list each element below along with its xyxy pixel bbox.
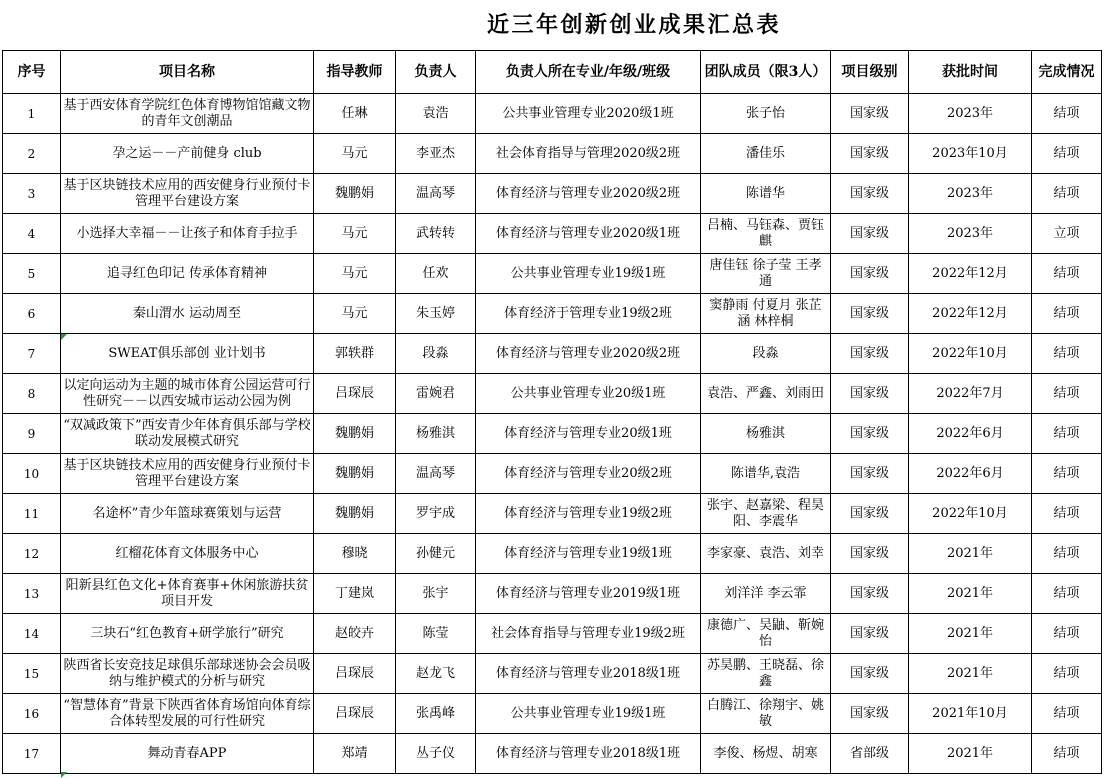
major-class-cell[interactable]: 体育经济与管理专业19级1班 [476,534,701,574]
leader-cell[interactable]: 武转转 [396,214,476,254]
table-row [3,574,1102,614]
project-level-cell[interactable]: 国家级 [831,334,909,374]
serial-number-cell[interactable]: 11 [3,494,61,534]
project-level-cell[interactable]: 国家级 [831,694,909,734]
project-level-cell[interactable]: 国家级 [831,614,909,654]
team-members-cell[interactable]: 陈谱华 [701,174,831,214]
serial-number-cell[interactable]: 6 [3,294,61,334]
project-name-cell[interactable]: 小选择大幸福－－让孩子和体育手拉手 [61,214,314,254]
leader-cell[interactable]: 孙健元 [396,534,476,574]
leader-cell[interactable]: 朱玉婷 [396,294,476,334]
advisor-cell[interactable]: 马元 [314,254,396,294]
advisor-cell[interactable]: 魏鹏娟 [314,494,396,534]
project-level-cell[interactable]: 国家级 [831,534,909,574]
team-members-cell[interactable]: 张子怡 [701,94,831,134]
advisor-cell[interactable]: 郑靖 [314,734,396,774]
project-name-cell[interactable]: 追寻红色印记 传承体育精神 [61,254,314,294]
status-cell[interactable]: 结项 [1032,134,1102,174]
status-cell[interactable]: 结项 [1032,454,1102,494]
error-indicator-icon [61,772,67,778]
leader-cell[interactable]: 李亚杰 [396,134,476,174]
approval-date-cell[interactable]: 2022年6月 [909,414,1032,454]
project-level-cell[interactable]: 省部级 [831,734,909,774]
approval-date-cell[interactable]: 2022年12月 [909,294,1032,334]
error-indicator-icon [61,334,67,340]
team-members-cell[interactable]: 康德广、吴鼬、靳婉怡 [701,614,831,654]
header-status[interactable]: 完成情况 [1032,51,1102,94]
project-level-cell[interactable]: 国家级 [831,654,909,694]
team-members-cell[interactable]: 白腾江、徐翔宇、姚敏 [701,694,831,734]
project-level-cell[interactable]: 国家级 [831,374,909,414]
advisor-cell[interactable]: 吕琛辰 [314,374,396,414]
leader-cell[interactable]: 雷婉君 [396,374,476,414]
table-row [3,214,1102,254]
status-cell[interactable]: 结项 [1032,694,1102,734]
approval-date-cell[interactable]: 2021年 [909,734,1032,774]
status-cell[interactable]: 结项 [1032,254,1102,294]
project-level-cell[interactable]: 国家级 [831,494,909,534]
header-row [3,51,1102,94]
team-members-cell[interactable]: 苏昊鹏、王晓磊、徐鑫 [701,654,831,694]
leader-cell[interactable]: 段淼 [396,334,476,374]
major-class-cell[interactable]: 公共事业管理专业19级1班 [476,694,701,734]
approval-date-cell[interactable]: 2021年10月 [909,694,1032,734]
serial-number-cell[interactable]: 14 [3,614,61,654]
table-row [3,654,1102,694]
serial-number-cell[interactable]: 12 [3,534,61,574]
approval-date-cell[interactable]: 2023年 [909,214,1032,254]
advisor-cell[interactable]: 吕琛辰 [314,654,396,694]
leader-cell[interactable]: 罗宇成 [396,494,476,534]
page-title: 近三年创新创业成果汇总表 [487,12,782,38]
leader-cell[interactable]: 丛子仪 [396,734,476,774]
status-cell[interactable]: 结项 [1032,414,1102,454]
status-cell[interactable]: 立项 [1032,214,1102,254]
project-name-cell[interactable]: 舞动青春APP [61,734,314,774]
serial-number-cell[interactable]: 3 [3,174,61,214]
table-row [3,414,1102,454]
header-approval-date[interactable]: 获批时间 [909,51,1032,94]
advisor-cell[interactable]: 郭轶群 [314,334,396,374]
major-class-cell[interactable]: 体育经济与管理专业2018级1班 [476,734,701,774]
team-members-cell[interactable]: 潘佳乐 [701,134,831,174]
table-row [3,254,1102,294]
approval-date-cell[interactable]: 2023年10月 [909,134,1032,174]
project-name-cell[interactable]: 红榴花体育文体服务中心 [61,534,314,574]
serial-number-cell[interactable]: 17 [3,734,61,774]
leader-cell[interactable]: 张宇 [396,574,476,614]
team-members-cell[interactable]: 刘洋洋 李云霏 [701,574,831,614]
serial-number-cell[interactable]: 15 [3,654,61,694]
project-level-cell[interactable]: 国家级 [831,254,909,294]
project-level-cell[interactable]: 国家级 [831,414,909,454]
project-level-cell[interactable]: 国家级 [831,94,909,134]
table-row [3,734,1102,774]
serial-number-cell[interactable]: 5 [3,254,61,294]
project-level-cell[interactable]: 国家级 [831,454,909,494]
table-row [3,694,1102,734]
major-class-cell[interactable]: 体育经济与管理专业2020级1班 [476,214,701,254]
major-class-cell[interactable]: 体育经济与管理专业2018级1班 [476,654,701,694]
leader-cell[interactable]: 任欢 [396,254,476,294]
header-project-name[interactable]: 项目名称 [61,51,314,94]
advisor-cell[interactable]: 吕琛辰 [314,694,396,734]
status-cell[interactable]: 结项 [1032,494,1102,534]
major-class-cell[interactable]: 体育经济与管理专业20级1班 [476,414,701,454]
project-name-cell[interactable]: 名途杯”青少年篮球赛策划与运营 [61,494,314,534]
leader-cell[interactable]: 张禹峰 [396,694,476,734]
major-class-cell[interactable]: 体育经济与管理专业19级2班 [476,494,701,534]
project-level-cell[interactable]: 国家级 [831,214,909,254]
team-members-cell[interactable]: 段淼 [701,334,831,374]
leader-cell[interactable]: 赵龙飞 [396,654,476,694]
serial-number-cell[interactable]: 10 [3,454,61,494]
advisor-cell[interactable]: 魏鹏娟 [314,174,396,214]
header-serial-number[interactable]: 序号 [3,51,61,94]
table-row [3,94,1102,134]
project-name-cell[interactable]: 基于西安体育学院红色体育博物馆馆藏文物的青年文创潮品 [61,94,314,134]
project-level-cell[interactable]: 国家级 [831,134,909,174]
leader-cell[interactable]: 杨雅淇 [396,414,476,454]
project-name-cell[interactable]: 陕西省长安竞技足球俱乐部球迷协会会员吸纳与维护模式的分析与研究 [61,654,314,694]
team-members-cell[interactable]: 张宇、赵嘉梁、程昊阳、李震华 [701,494,831,534]
approval-date-cell[interactable]: 2021年 [909,574,1032,614]
status-cell[interactable]: 结项 [1032,534,1102,574]
advisor-cell[interactable]: 马元 [314,294,396,334]
status-cell[interactable]: 结项 [1032,734,1102,774]
serial-number-cell[interactable]: 8 [3,374,61,414]
serial-number-cell[interactable]: 1 [3,94,61,134]
project-name-cell[interactable]: 基于区块链技术应用的西安健身行业预付卡管理平台建设方案 [61,174,314,214]
project-level-cell[interactable]: 国家级 [831,574,909,614]
approval-date-cell[interactable]: 2021年 [909,534,1032,574]
leader-cell[interactable]: 袁浩 [396,94,476,134]
serial-number-cell[interactable]: 7 [3,334,61,374]
status-cell[interactable]: 结项 [1032,174,1102,214]
table-row [3,534,1102,574]
project-level-cell[interactable]: 国家级 [831,294,909,334]
table-row [3,614,1102,654]
approval-date-cell[interactable]: 2022年10月 [909,334,1032,374]
leader-cell[interactable]: 陈莹 [396,614,476,654]
header-project-level[interactable]: 项目级别 [831,51,909,94]
project-name-cell[interactable]: 孕之运－－产前健身 club [61,134,314,174]
team-members-cell[interactable]: 李俊、杨煜、胡寒 [701,734,831,774]
major-class-cell[interactable]: 社会体育指导与管理专业19级2班 [476,614,701,654]
table-row [3,454,1102,494]
advisor-cell[interactable]: 赵皎卉 [314,614,396,654]
table-row [3,174,1102,214]
leader-cell[interactable]: 温高琴 [396,174,476,214]
approval-date-cell[interactable]: 2022年7月 [909,374,1032,414]
major-class-cell[interactable]: 体育经济与管理专业2019级1班 [476,574,701,614]
team-members-cell[interactable]: 唐佳钰 徐子莹 王孝通 [701,254,831,294]
approval-date-cell[interactable]: 2022年12月 [909,254,1032,294]
status-cell[interactable]: 结项 [1032,654,1102,694]
serial-number-cell[interactable]: 9 [3,414,61,454]
major-class-cell[interactable]: 社会体育指导与管理2020级2班 [476,134,701,174]
major-class-cell[interactable]: 体育经济与管理专业2020级2班 [476,174,701,214]
advisor-cell[interactable]: 马元 [314,134,396,174]
team-members-cell[interactable]: 吕楠、马钰森、贾钰麒 [701,214,831,254]
project-name-cell[interactable]: 秦山渭水 运动周至 [61,294,314,334]
status-cell[interactable]: 结项 [1032,94,1102,134]
status-cell[interactable]: 结项 [1032,614,1102,654]
project-name-cell[interactable]: “双减政策下”西安青少年体育俱乐部与学校联动发展模式研究 [61,414,314,454]
major-class-cell[interactable]: 公共事业管理专业2020级1班 [476,94,701,134]
project-name-cell[interactable]: 以定向运动为主题的城市体育公园运营可行性研究－－以西安城市运动公园为例 [61,374,314,414]
serial-number-cell[interactable]: 13 [3,574,61,614]
header-advisor[interactable]: 指导教师 [314,51,396,94]
serial-number-cell[interactable]: 4 [3,214,61,254]
project-level-cell[interactable]: 国家级 [831,174,909,214]
status-cell[interactable]: 结项 [1032,374,1102,414]
advisor-cell[interactable]: 任琳 [314,94,396,134]
approval-date-cell[interactable]: 2023年 [909,174,1032,214]
project-name-cell[interactable]: 基于区块链技术应用的西安健身行业预付卡管理平台建设方案 [61,454,314,494]
table-row [3,374,1102,414]
project-name-cell[interactable]: SWEAT俱乐部创 业计划书 [61,334,314,374]
table-row [3,334,1102,374]
approval-date-cell[interactable]: 2021年 [909,614,1032,654]
team-members-cell[interactable]: 李家豪、袁浩、刘幸 [701,534,831,574]
status-cell[interactable]: 结项 [1032,574,1102,614]
advisor-cell[interactable]: 穆晓 [314,534,396,574]
approval-date-cell[interactable]: 2023年 [909,94,1032,134]
advisor-cell[interactable]: 魏鹏娟 [314,454,396,494]
leader-cell[interactable]: 温高琴 [396,454,476,494]
header-team-members[interactable]: 团队成员（限3人） [701,51,831,94]
approval-date-cell[interactable]: 2022年6月 [909,454,1032,494]
major-class-cell[interactable]: 体育经济与管理专业20级2班 [476,454,701,494]
table-row [3,134,1102,174]
project-name-cell[interactable]: “智慧体育”背景下陕西省体育场馆向体育综合体转型发展的可行性研究 [61,694,314,734]
serial-number-cell[interactable]: 16 [3,694,61,734]
major-class-cell[interactable]: 体育经济于管理专业19级2班 [476,294,701,334]
major-class-cell[interactable]: 公共事业管理专业19级1班 [476,254,701,294]
status-cell[interactable]: 结项 [1032,294,1102,334]
table-row [3,294,1102,334]
project-name-cell[interactable]: 三块石“红色教育+研学旅行”研究 [61,614,314,654]
advisor-cell[interactable]: 马元 [314,214,396,254]
approval-date-cell[interactable]: 2022年10月 [909,494,1032,534]
team-members-cell[interactable]: 袁浩、严鑫、刘雨田 [701,374,831,414]
approval-date-cell[interactable]: 2021年 [909,654,1032,694]
major-class-cell[interactable]: 体育经济与管理专业2020级2班 [476,334,701,374]
serial-number-cell[interactable]: 2 [3,134,61,174]
major-class-cell[interactable]: 公共事业管理专业20级1班 [476,374,701,414]
team-members-cell[interactable]: 陈谱华,袁浩 [701,454,831,494]
team-members-cell[interactable]: 杨雅淇 [701,414,831,454]
advisor-cell[interactable]: 魏鹏娟 [314,414,396,454]
status-cell[interactable]: 结项 [1032,334,1102,374]
project-name-cell[interactable]: 阳新县红色文化+体育赛事+休闲旅游扶贫项目开发 [61,574,314,614]
team-members-cell[interactable]: 窦静雨 付夏月 张芷涵 林梓桐 [701,294,831,334]
advisor-cell[interactable]: 丁建岚 [314,574,396,614]
summary-table [2,50,1102,774]
table-row [3,494,1102,534]
header-leader[interactable]: 负责人 [396,51,476,94]
header-major-class[interactable]: 负责人所在专业/年级/班级 [476,51,701,94]
